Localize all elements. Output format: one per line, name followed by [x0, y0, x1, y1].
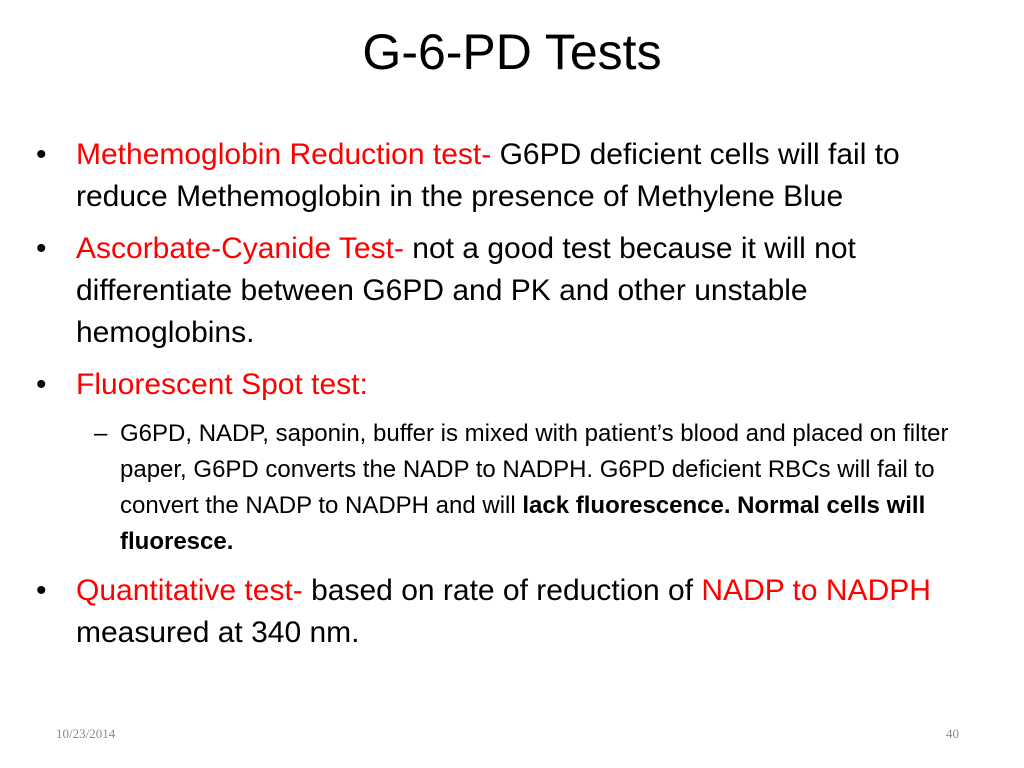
- bullet-ascorbate: [36, 228, 986, 354]
- sub-bullet-fluorescent: [36, 416, 986, 560]
- bullet-quantitative: [36, 570, 986, 654]
- sub-bullet-bold: lack fluorescence. Normal cells will fluoresce.: [120, 492, 926, 555]
- bullet-dot-icon: •: [36, 574, 47, 607]
- bullet-dot-icon: •: [36, 232, 47, 265]
- bullet-dot-icon: •: [36, 368, 47, 401]
- sub-bullet-text: G6PD, NADP, saponin, buffer is mixed with patient’s blood and placed on filter paper, G6PD converts the NADP to NADPH. G6PD deficient RBCs will fail to convert the NADP to NADPH and will: [120, 420, 949, 519]
- slide-body: [36, 134, 986, 664]
- bullet-label: Quantitative test-: [76, 574, 303, 607]
- bullet-methemoglobin: [36, 134, 986, 218]
- bullet-label: Ascorbate-Cyanide Test-: [76, 232, 404, 265]
- bullet-highlight: NADP to NADPH: [701, 574, 931, 607]
- bullet-dot-icon: •: [36, 138, 47, 171]
- bullet-label: Fluorescent Spot test:: [76, 368, 368, 401]
- bullet-text: G6PD deficient cells will fail to reduce Methemoglobin in the presence of Methylene Blue: [76, 138, 900, 213]
- bullet-text: not a good test because it will not differentiate between G6PD and PK and other unstable hemoglobins.: [76, 232, 856, 349]
- bullet-text-end: measured at 340 nm.: [76, 616, 360, 649]
- bullet-label: Methemoglobin Reduction test-: [76, 138, 492, 171]
- bullet-text: based on rate of reduction of: [302, 574, 702, 607]
- dash-icon: –: [94, 420, 108, 447]
- bullet-fluorescent: [36, 364, 986, 406]
- footer-page-number: 40: [946, 726, 959, 741]
- slide-title: G-6-PD Tests: [362, 24, 662, 80]
- footer-date: 10/23/2014: [56, 726, 116, 741]
